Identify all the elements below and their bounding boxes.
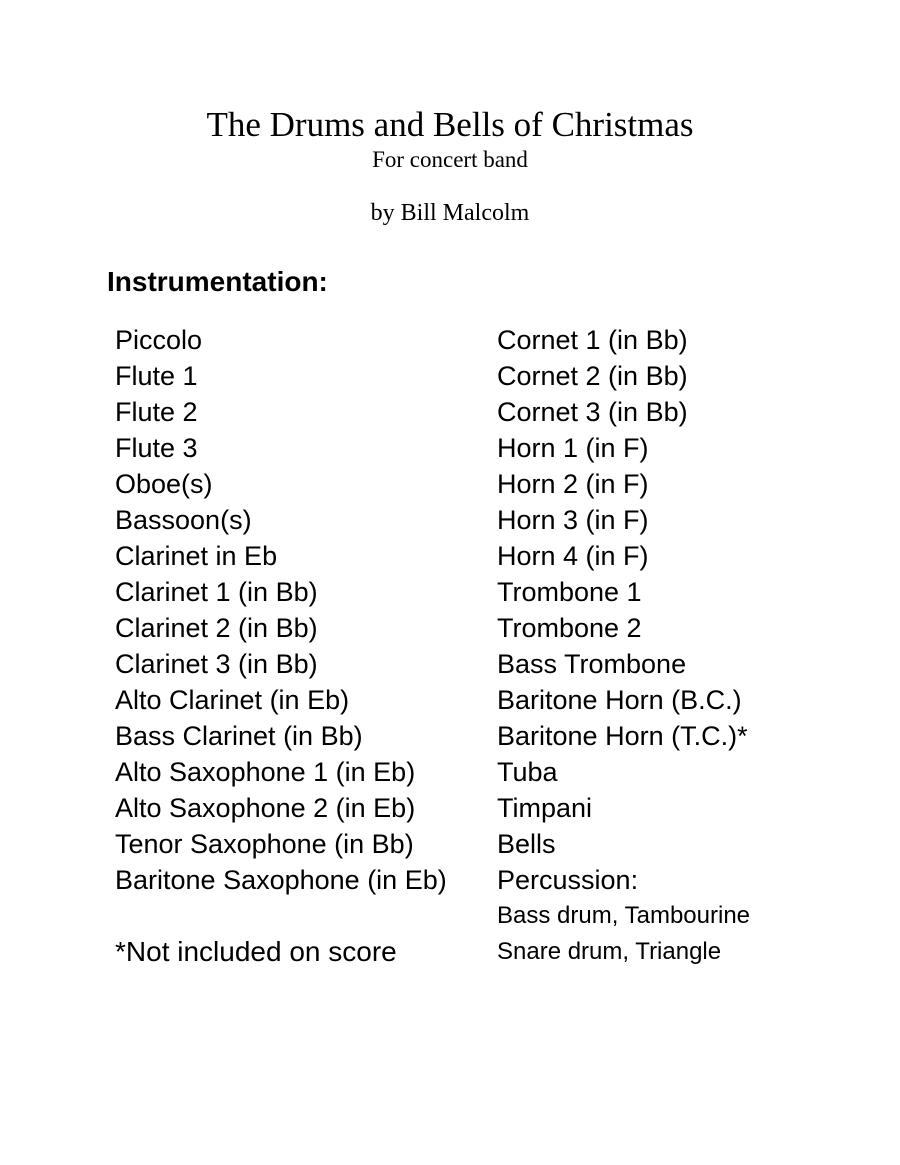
instrument-item: Clarinet 2 (in Bb) xyxy=(115,613,318,643)
instrument-item: Flute 2 xyxy=(115,397,198,427)
instrumentation-heading: Instrumentation: xyxy=(107,266,328,297)
page-title: The Drums and Bells of Christmas xyxy=(206,105,694,144)
byline: by Bill Malcolm xyxy=(370,200,530,226)
instrument-item: Clarinet 3 (in Bb) xyxy=(115,649,318,679)
instrument-item: Trombone 2 xyxy=(497,613,642,643)
page-subtitle: For concert band xyxy=(372,147,528,172)
instrument-list-left xyxy=(115,322,447,970)
instrument-item: Trombone 1 xyxy=(497,577,642,607)
instrument-item: Cornet 3 (in Bb) xyxy=(497,397,688,427)
instrument-item: Baritone Horn (B.C.) xyxy=(497,685,742,715)
instrument-item: Horn 2 (in F) xyxy=(497,469,649,499)
instrument-item: Clarinet in Eb xyxy=(115,541,278,571)
instrument-item: Flute 3 xyxy=(115,433,198,463)
instrument-item: Bassoon(s) xyxy=(115,505,252,535)
instrument-item: Alto Saxophone 1 (in Eb) xyxy=(115,757,416,787)
instrument-item: Bass Trombone xyxy=(497,649,687,679)
instrument-item: Flute 1 xyxy=(115,361,198,391)
instrument-item: Bells xyxy=(497,829,556,859)
instrument-item: Alto Clarinet (in Eb) xyxy=(115,685,350,715)
instrument-item: Horn 4 (in F) xyxy=(497,541,649,571)
instrument-item: Bass Clarinet (in Bb) xyxy=(115,721,363,751)
instrument-item: Cornet 1 (in Bb) xyxy=(497,325,688,355)
instrument-item: Clarinet 1 (in Bb) xyxy=(115,577,318,607)
instrument-item: Baritone Saxophone (in Eb) xyxy=(115,865,447,895)
blank-row xyxy=(115,898,447,934)
instrument-item: Tuba xyxy=(497,757,558,787)
instrument-item: Baritone Horn (T.C.)* xyxy=(497,721,748,751)
instrument-item: Percussion: xyxy=(497,865,639,895)
instrument-item: Piccolo xyxy=(115,325,203,355)
instrument-list-right xyxy=(497,322,750,970)
percussion-detail: Snare drum, Triangle xyxy=(497,938,722,965)
instrument-item: Horn 1 (in F) xyxy=(497,433,649,463)
instrument-item: Cornet 2 (in Bb) xyxy=(497,361,688,391)
instrument-item: Tenor Saxophone (in Bb) xyxy=(115,829,414,859)
footnote: *Not included on score xyxy=(115,936,397,967)
instrument-item: Timpani xyxy=(497,793,593,823)
instrument-item: Oboe(s) xyxy=(115,469,213,499)
instrument-item: Horn 3 (in F) xyxy=(497,505,649,535)
instrument-item: Alto Saxophone 2 (in Eb) xyxy=(115,793,416,823)
percussion-detail: Bass drum, Tambourine xyxy=(497,902,751,929)
